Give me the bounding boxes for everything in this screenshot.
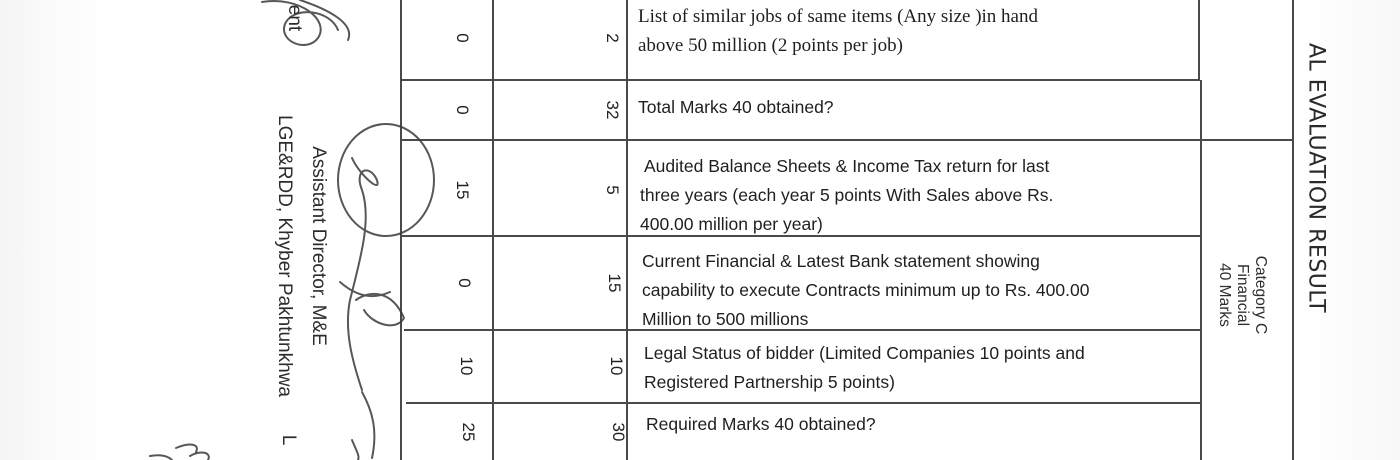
- column-divider-desc: [1200, 80, 1202, 460]
- signatory-department: LGE&RDD, Khyber Pakhtunkhwa: [274, 115, 295, 397]
- column-divider-desc-top: [1198, 0, 1200, 80]
- criterion-line: above 50 million (2 points per job): [638, 35, 903, 56]
- criterion-description: [640, 152, 1053, 239]
- criterion-line: Current Financial & Latest Bank statement showing: [642, 251, 1040, 271]
- category-type: Financial: [1234, 263, 1251, 327]
- criterion-line: Million to 500 millions: [642, 309, 809, 329]
- criterion-line: Total Marks 40 obtained?: [638, 97, 834, 117]
- criterion-description: [646, 410, 876, 439]
- max-score: 10: [607, 356, 626, 376]
- criterion-line: 400.00 million per year): [640, 214, 823, 234]
- obtained-score: 0: [453, 105, 472, 115]
- criterion-line: three years (each year 5 points With Sales above Rs.: [640, 185, 1054, 205]
- max-score: 5: [603, 185, 622, 195]
- category-label: [1215, 256, 1269, 334]
- criterion-description: [644, 339, 1085, 397]
- obtained-score: 15: [453, 180, 472, 200]
- category-name: Category C: [1252, 255, 1269, 335]
- criterion-line: Legal Status of bidder (Limited Companies 10 points and: [644, 343, 1085, 363]
- criterion-line: Required Marks 40 obtained?: [646, 414, 876, 434]
- text-fragment: ent: [284, 4, 305, 32]
- column-divider-category: [1292, 0, 1294, 460]
- obtained-score: 25: [459, 422, 478, 442]
- criterion-line: capability to execute Contracts minimum up to Rs. 400.00: [642, 280, 1090, 300]
- criterion-line: List of similar jobs of same items (Any size )in hand: [638, 6, 1038, 27]
- criterion-description: [642, 247, 1089, 334]
- criterion-line: Registered Partnership 5 points): [644, 372, 895, 392]
- column-divider-max: [626, 0, 628, 460]
- max-score: 30: [609, 422, 628, 442]
- column-divider-obtained: [492, 0, 494, 460]
- criterion-line: Audited Balance Sheets & Income Tax return for last: [644, 156, 1050, 176]
- category-marks: 40 Marks: [1216, 263, 1233, 327]
- criterion-description: [638, 2, 1038, 60]
- row-divider-2: [400, 139, 1293, 141]
- obtained-score: 10: [457, 356, 476, 376]
- max-score: 32: [603, 100, 622, 120]
- max-score: 15: [605, 273, 624, 293]
- row-divider-1: [400, 79, 1200, 81]
- obtained-score: 0: [453, 33, 472, 43]
- max-score: 2: [603, 33, 622, 43]
- table-border-left: [400, 0, 402, 460]
- criterion-description: [638, 93, 834, 122]
- obtained-score: 0: [455, 278, 474, 288]
- page-title: AL EVALUATION RESULT: [1303, 42, 1329, 314]
- text-fragment: L: [278, 434, 299, 446]
- signatory-designation: Assistant Director, M&E: [308, 146, 329, 346]
- row-divider-5: [406, 402, 1200, 404]
